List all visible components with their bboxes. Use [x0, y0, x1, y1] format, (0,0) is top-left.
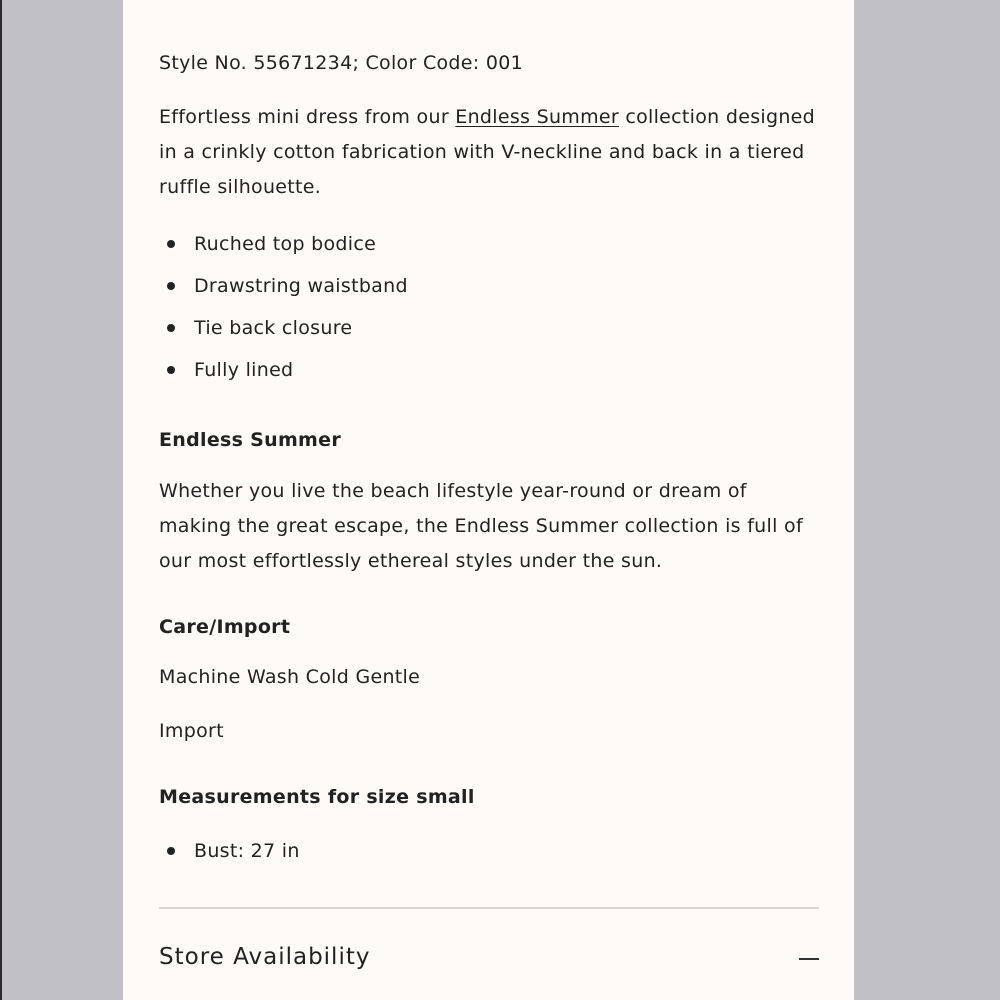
store-availability-label: Store Availability: [159, 944, 371, 970]
store-availability-toggle[interactable]: [159, 930, 819, 990]
left-edge: [0, 0, 2, 1000]
measurements-heading: Measurements for size small: [159, 786, 475, 808]
measurements-list: [159, 837, 300, 879]
minus-icon[interactable]: [799, 958, 819, 960]
product-description: [159, 100, 819, 205]
style-number: Style No. 55671234; Color Code: 001: [159, 52, 523, 74]
bullet-icon: [167, 240, 175, 248]
bullet-icon: [167, 324, 175, 332]
collection-heading: Endless Summer: [159, 429, 342, 451]
bullet-icon: [167, 847, 175, 855]
import-origin: Import: [159, 720, 224, 742]
care-heading: Care/Import: [159, 616, 291, 638]
description-text-end: collection designed in a crinkly cotton fabrication with V-neckline and back in a tiered ruffle silhouette.: [159, 106, 816, 198]
list-item: Fully lined: [159, 356, 408, 398]
list-item: Drawstring waistband: [159, 272, 408, 314]
section-divider: [159, 907, 819, 909]
feature-list: [159, 230, 408, 398]
list-item: Ruched top bodice: [159, 230, 408, 272]
care-instructions: Machine Wash Cold Gentle: [159, 666, 421, 688]
description-text-start: Effortless mini dress from our: [159, 106, 456, 128]
collection-description: Whether you live the beach lifestyle year-round or dream of making the great escape, the Endless Summer collection is full of our most effortlessly ethereal styles under the sun.: [159, 480, 803, 572]
list-item: Bust: 27 in: [159, 837, 300, 879]
bullet-icon: [167, 282, 175, 290]
bullet-icon: [167, 366, 175, 374]
endless-summer-link[interactable]: Endless Summer: [455, 106, 620, 128]
list-item: Tie back closure: [159, 314, 408, 356]
product-details-panel: [123, 0, 854, 1000]
